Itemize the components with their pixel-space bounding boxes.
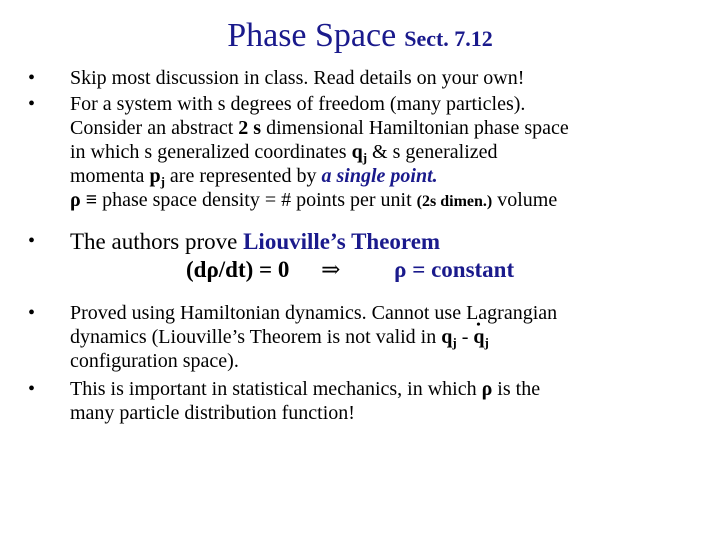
- subscript-j: j: [484, 335, 489, 350]
- bullet-marker: •: [28, 93, 36, 115]
- bullet-line: [70, 349, 710, 373]
- bullet-line: [70, 140, 710, 164]
- symbol-p: p: [149, 165, 161, 187]
- dimension-term: 2 s: [238, 117, 262, 139]
- bullet-list: [20, 66, 710, 425]
- implies-symbol: ⇒: [321, 257, 341, 282]
- text: Proved using Hamiltonian dynamics. Cannot use Lagrangian: [70, 302, 558, 324]
- symbol-q-dot: • q: [473, 325, 484, 349]
- equation-line: [70, 255, 710, 285]
- symbol-q: q: [441, 326, 453, 348]
- theorem-name: Liouville’s Theorem: [243, 229, 441, 254]
- bullet-line: [70, 377, 710, 401]
- text: This is important in statistical mechanics, in which: [70, 378, 482, 400]
- bullet-line: [70, 228, 710, 255]
- text: is the: [492, 378, 541, 400]
- bullet-line: [70, 164, 710, 188]
- bullet-line: [70, 401, 710, 425]
- symbol-q: q: [351, 141, 363, 163]
- bullet-liouville-theorem: [20, 228, 710, 285]
- bullet-line: [70, 325, 710, 349]
- equation-rhs: ρ = constant: [394, 257, 515, 282]
- text: in which s generalized coordinates: [70, 141, 352, 163]
- bullet-marker: •: [28, 378, 36, 400]
- bullet-text: Skip most discussion in class. Read details on your own!: [70, 67, 525, 89]
- text: volume: [492, 189, 558, 211]
- text: The authors prove: [70, 229, 244, 254]
- bullet-proved-hamiltonian: [20, 301, 710, 373]
- bullet-line: [70, 301, 710, 325]
- subscript-j: j: [452, 335, 457, 350]
- title-main: Phase Space: [227, 17, 397, 54]
- equation-lhs: (dρ/dt) = 0: [186, 257, 290, 282]
- emphasis-single-point: a single point.: [321, 165, 438, 187]
- subscript-j: j: [160, 174, 165, 189]
- text: phase space density = # points per unit: [102, 189, 417, 211]
- slide-title: [0, 14, 720, 64]
- text: many particle distribution function!: [70, 402, 355, 424]
- bullet-system-phase-space: [20, 92, 710, 214]
- bullet-statistical-mechanics: [20, 377, 710, 425]
- bullet-skip-discussion: [20, 66, 710, 90]
- text: configuration space).: [70, 350, 239, 372]
- text: momenta: [70, 165, 150, 187]
- symbol-equiv: ≡: [80, 189, 103, 211]
- text: For a system with s degrees of freedom (many particles).: [70, 93, 526, 115]
- symbol-rho: ρ: [70, 189, 81, 211]
- symbol-rho: ρ: [481, 378, 493, 400]
- bullet-line: [70, 116, 710, 140]
- text: & s generalized: [367, 141, 498, 163]
- bullet-line: [70, 188, 710, 214]
- text: dynamics (Liouville’s Theorem is not valid in: [70, 326, 442, 348]
- dash: -: [456, 326, 474, 348]
- text: dimensional Hamiltonian phase space: [261, 117, 569, 139]
- title-section: Sect. 7.12: [404, 26, 493, 51]
- bullet-line: [70, 92, 710, 116]
- bullet-marker: •: [28, 230, 36, 252]
- bullet-marker: •: [28, 302, 36, 324]
- subscript-j: j: [362, 150, 368, 165]
- text: are represented by: [164, 165, 322, 187]
- text: Consider an abstract: [70, 117, 239, 139]
- bullet-marker: •: [28, 67, 36, 89]
- dimension-note: (2s dimen.): [416, 193, 493, 210]
